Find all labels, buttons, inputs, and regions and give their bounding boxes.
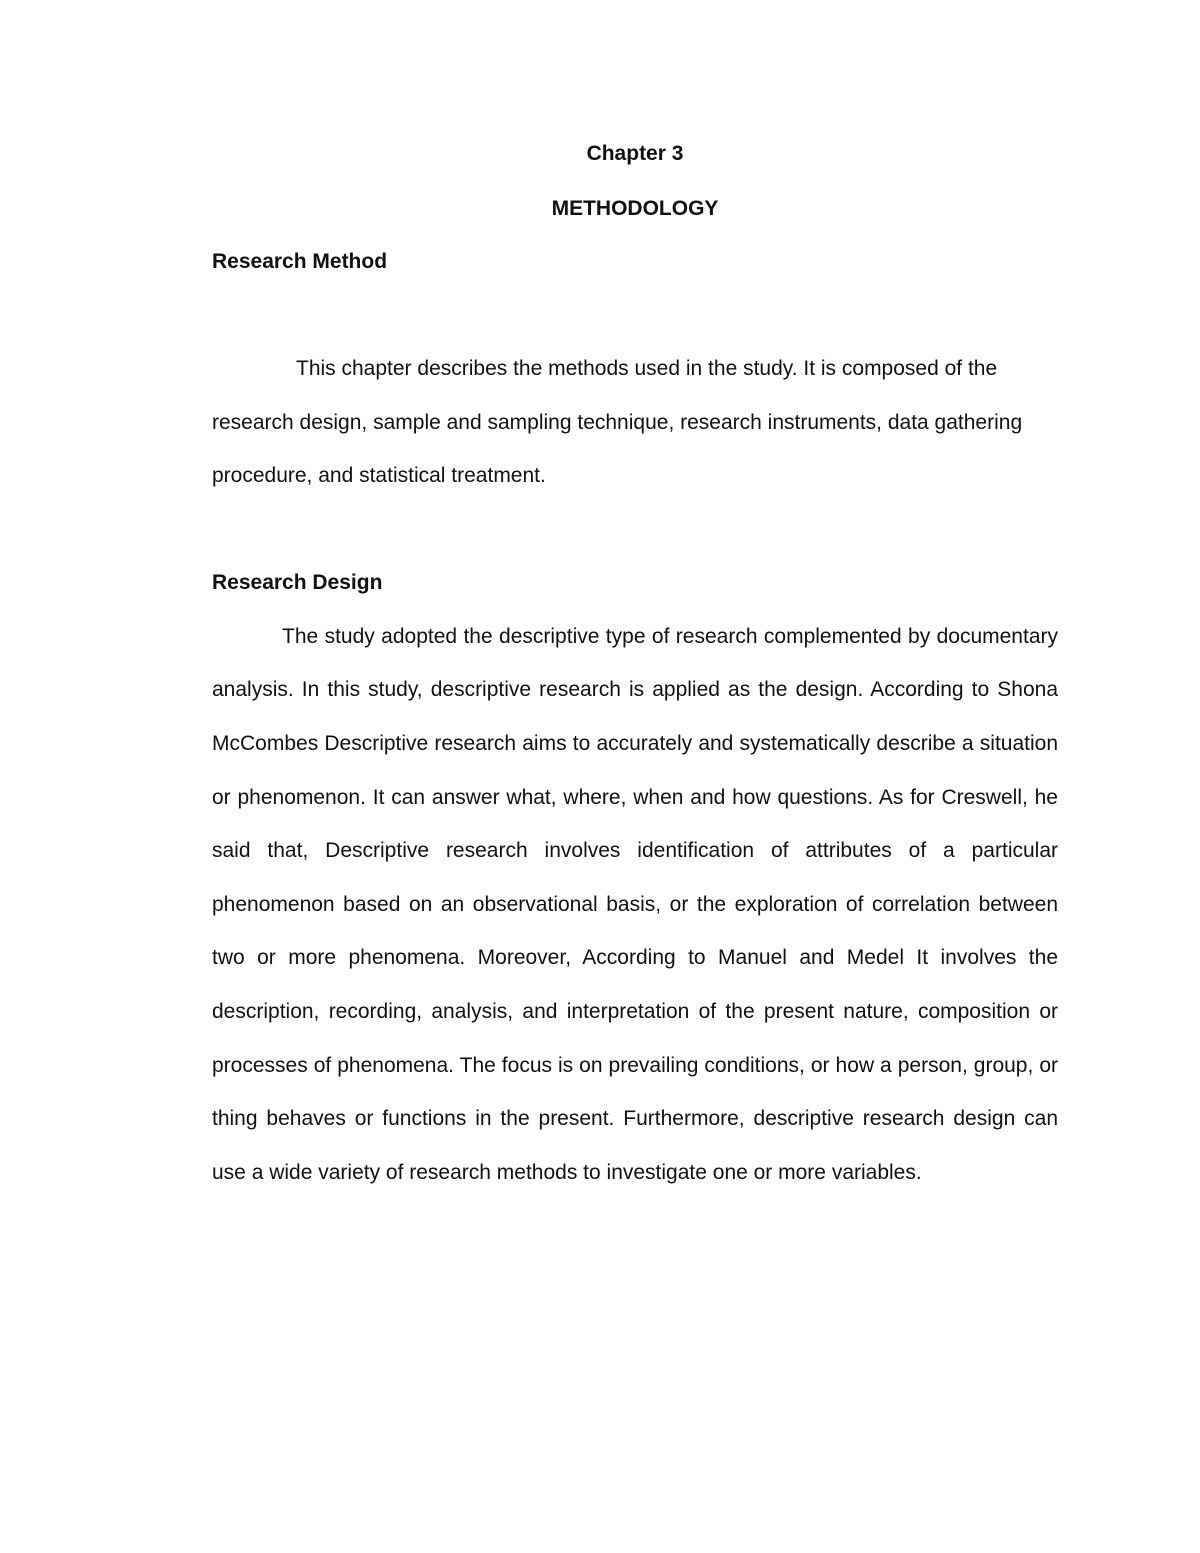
document-content [212,138,1058,1199]
chapter-title: METHODOLOGY [551,197,719,220]
paragraph-research-method: This chapter describes the methods used in the study. It is composed of the research design, sample and sampling technique, research instruments, data gathering procedure, and statistical treatment. [212,357,1023,488]
chapter-label: Chapter 3 [586,142,684,165]
paragraph-research-design: The study adopted the descriptive type of research complemented by documentary analysis. In this study, descriptive research is applied as the design. According to Shona McCombes Descriptive research aims to accurately and systematically describe a situation or phenomenon. It can answer what, where, when and how questions. As for Creswell, he said that, Descriptive research involves identification of attributes of a particular phenomenon based on an observational basis, or the exploration of correlation between two or more phenomena. Moreover, According to Manuel and Medel It involves the description, recording, analysis, and interpretation of the present nature, composition or processes of phenomena. The focus is on prevailing conditions, or how a person, group, or thing behaves or functions in the present. Furthermore, descriptive research design can use a wide variety of research methods to investigate one or more variables. [212,624,1058,1184]
section-heading-research-design: Research Design [212,570,383,594]
section-heading-research-method: Research Method [212,250,388,273]
